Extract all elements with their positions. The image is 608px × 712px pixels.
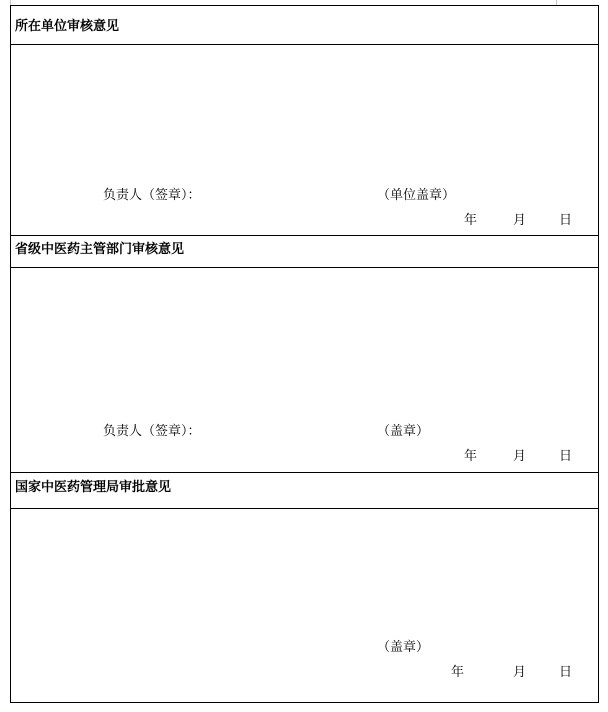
section-1-date-day: 日	[559, 213, 573, 228]
section-2-date-year: 年	[464, 449, 478, 464]
section-3-date-month: 月	[513, 665, 527, 680]
section-1-bottom-divider	[11, 235, 598, 236]
section-1-signer-label: 负责人（签章）：	[103, 188, 201, 203]
section-2-bottom-divider	[11, 472, 598, 473]
approval-form-table	[10, 5, 599, 703]
section-3-date-year: 年	[451, 665, 465, 680]
section-2-date-day: 日	[559, 449, 573, 464]
section-1-date-month: 月	[513, 213, 527, 228]
section-1-seal-label: （单位盖章）	[377, 188, 456, 203]
section-1-date-year: 年	[464, 213, 478, 228]
section-3-date-day: 日	[559, 665, 573, 680]
section-2-date-month: 月	[513, 449, 527, 464]
section-3-title-divider	[11, 508, 598, 509]
section-1-title-divider	[11, 44, 598, 45]
section-3-seal-label: （盖章）	[377, 640, 430, 655]
section-2-title-divider	[11, 267, 598, 268]
section-2-signer-label: 负责人（签章）：	[103, 424, 201, 439]
section-2-title: 省级中医药主管部门审核意见	[15, 242, 185, 257]
section-3-title: 国家中医药管理局审批意见	[15, 480, 172, 495]
section-1-title: 所在单位审核意见	[15, 19, 120, 34]
section-2-seal-label: （盖章）	[377, 424, 430, 439]
